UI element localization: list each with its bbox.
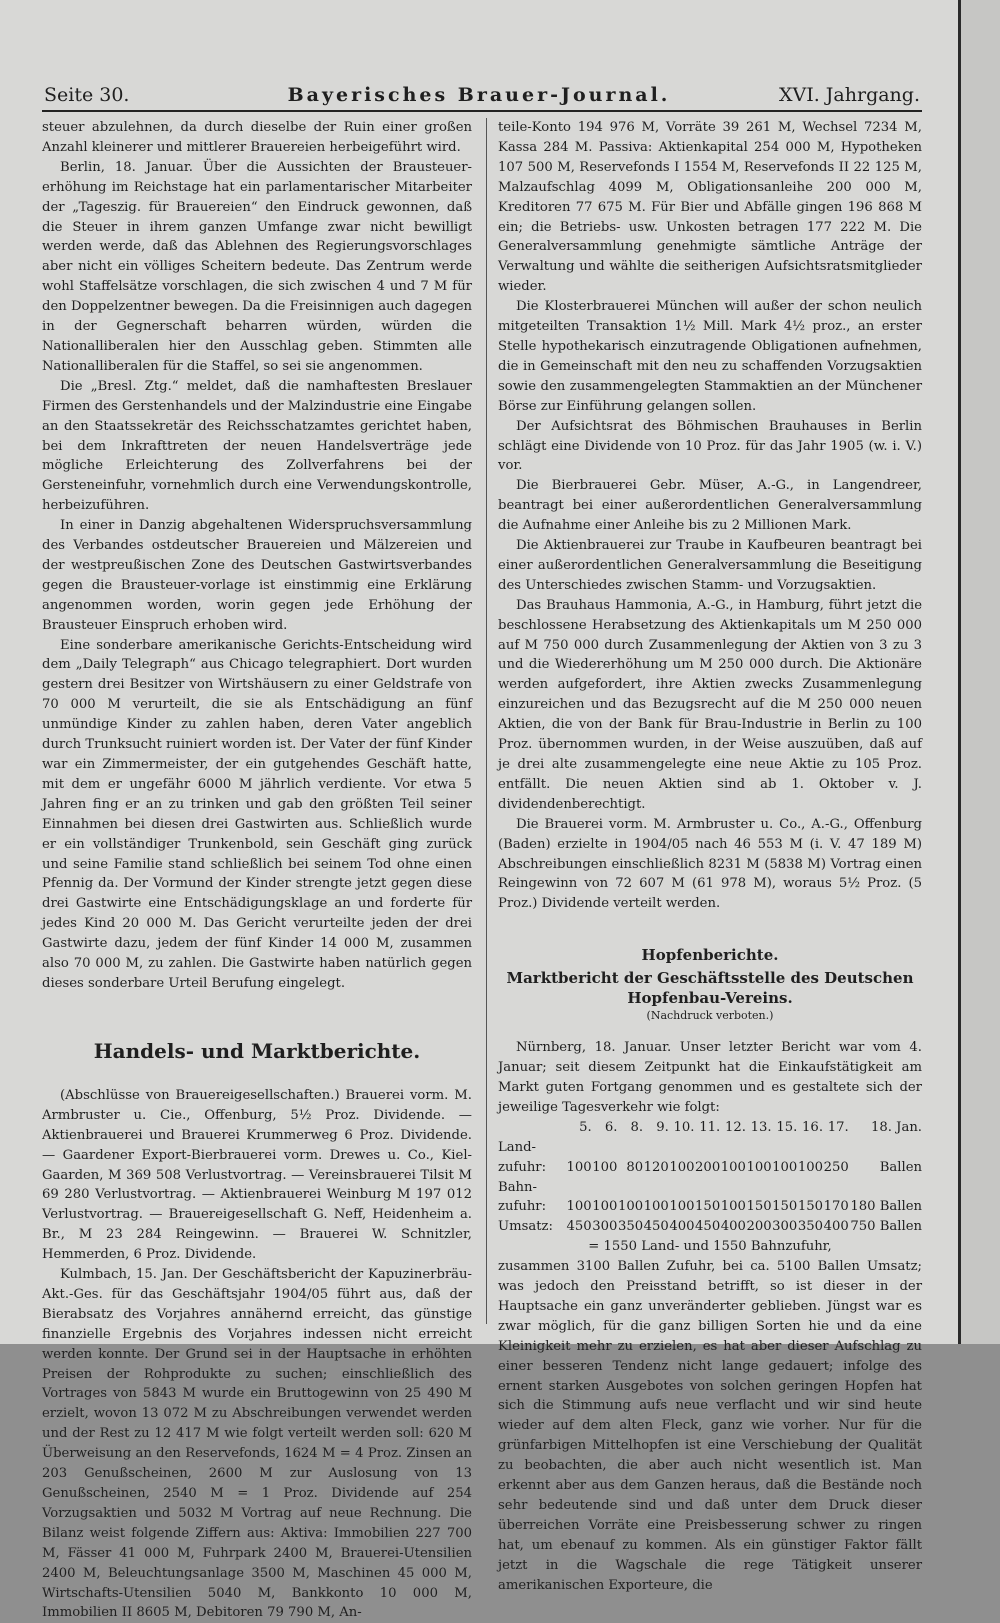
table-cell: 100 <box>643 1199 669 1215</box>
market-report-body: zusammen 3100 Ballen Zufuhr, bei ca. 5100 Ballen Umsatz; was jedoch den Preisstand betrifft, so ist dieser in der Hauptsache ein ganz unveränderter geblieben. Jüngst war es zwar möglich, für die ganz billigen Sorten hie und da eine Kleinigkeit mehr zu erzielen, es hat aber dieser Aufschlag zu einer besseren Tendenz nicht lange gedauert; infolge des ernent starken Ausgebotes von solchen geringen Hopfen hat sich die Stimmung aufs neue verflacht und wir sind heute wieder auf dem alten Fleck, ganz wie vorher. Nur für die grünfarbigen Mittelhopfen ist eine Verschiebung der Qualität zu beobachten, die aber auch nicht wesentlich ist. Man erkennt aber aus dem Ganzen heraus, daß die Bestände noch sehr bedeutende sind und daß unter dem Druck dieser überreichen Vorräte eine Preisbesserung schwer zu ringen hat, um ebenauf zu kommen. Als ein günstiger Faktor fällt jetzt in die Wagschale die rege Tätigkeit unserer amerikanischen Exporteure, die <box>498 1259 922 1593</box>
right-column <box>498 118 922 1596</box>
paragraph: Eine sonderbare amerikanische Gerichts-Entscheidung wird dem „Daily Telegraph“ aus Chicago telegraphiert. Dort wurden gestern drei Besitzer von Wirtshäusern zu einer Geldstrafe von 70 000 M verurteilt, die sie als Entschädigung an fünf unmündige Kinder zu zahlen haben, deren Vater angeblich durch Trunksucht ruiniert worden ist. Der Vater der fünf Kinder war ein Zimmermeister, der ein gutgehendes Geschäft hatte, mit dem er ungefähr 6000 M jährlich verdiente. Vor etwa 5 Jahren fing er an zu trinken und gab den größten Teil seiner Einnahmen bei diesen drei Gastwirten aus. Schließlich wurde er ein vollständiger Trunkenbold, sein Geschäft ging zurück und seine Familie stand schließlich bei seinem Tod ohne einen Pfennig da. Der Vormund der Kinder strengte jetzt gegen diese drei Gastwirte eine Entschädigungsklage an und forderte für jedes Kind 20 000 M. Das Gericht verurteilte jeden der drei Gastwirte dazu, jedem der fünf Kinder 14 000 M, zusammen also 70 000 M, zu zahlen. Die Gastwirte haben natürlich gegen dieses sonderbare Urteil Berufung eingelegt. <box>42 637 472 991</box>
date-cell: 8. <box>630 1119 644 1135</box>
table-cell: 150 <box>695 1199 721 1215</box>
row-label: Umsatz: <box>498 1219 553 1235</box>
paragraph: In einer in Danzig abgehaltenen Widerspruchsversammlung des Verbandes ostdeutscher Brauereien und Mälzereien und der westpreußischen Zone des Deutschen Gastwirtsverbandes gegen die Brausteuer-vorlage ist einstimmig eine Erklärung angenommen worden, worin gegen jede Erhöhung der Brausteuer Einspruch erhoben wird. <box>42 518 472 633</box>
table-cell: 100 <box>592 1199 618 1215</box>
table-cell: 150 <box>797 1199 824 1215</box>
table-cell: 100 <box>720 1199 746 1215</box>
reprint-note: (Nachdruck verboten.) <box>646 1009 774 1023</box>
paragraph: steuer abzulehnen, da durch dieselbe der Ruin einer großen Anzahl kleinerer und mittlerer Brauereien herbeigeführt wird. <box>42 120 472 155</box>
table-cell: 100 <box>720 1159 746 1175</box>
table-cell: 250 <box>823 1159 849 1175</box>
table-cell: 170 <box>823 1199 849 1215</box>
table-row <box>498 1158 922 1178</box>
table-row <box>498 1217 922 1237</box>
table-cell: 180 Ballen <box>850 1199 922 1215</box>
table-row <box>498 1138 922 1158</box>
table-cell: 150 <box>772 1199 798 1215</box>
table-row <box>498 1237 922 1257</box>
table-cell: 400 <box>823 1219 849 1235</box>
date-cell: 9. <box>656 1119 669 1135</box>
paragraph: Die Bierbrauerei Gebr. Müser, A.-G., in Langendreer, beantragt bei einer außerordentlichen Generalversammlung die Aufnahme einer Anleihe bis zu 2 Millionen Mark. <box>498 478 922 534</box>
date-cell: 16. <box>802 1119 824 1135</box>
table-cell: 80 <box>626 1159 644 1175</box>
table-cell: 350 <box>797 1219 824 1235</box>
table-cell: 200 <box>746 1219 772 1235</box>
table-cell: 100 <box>566 1199 592 1215</box>
table-cell: 350 <box>617 1219 644 1235</box>
section-title: Handels- und Marktberichte. <box>93 1038 421 1063</box>
table-cell: 100 <box>617 1199 644 1215</box>
date-cell: 6. <box>604 1119 618 1135</box>
date-cell: 12. <box>724 1119 746 1135</box>
paragraph: Kulmbach, 15. Jan. Der Geschäftsbericht der Kapuzinerbräu-Akt.-Ges. für das Geschäftsjahr 1904/05 führt aus, daß der Bierabsatz des Vorjahres annähernd erreicht, das günstige finanzielle Ergebnis des Vorjahres indessen nicht erreicht werden konnte. Der Grund sei in der Hauptsache in erhöhten Preisen der Rohprodukte zu suchen; einschließlich des Vortrages von 5843 M wurde ein Bruttogewinn von 25 490 M erzielt, wovon 13 072 M zu Abschreibungen verwendet werden und der Rest zu 12 417 M wie folgt verteilt werden soll: 620 M Überweisung an den Reservefonds, 1624 M = 4 Proz. Zinsen an 203 Genußscheinen, 2600 M zur Auslosung von 13 Genußscheinen, 2540 M = 1 Proz. Dividende auf 254 Vorzugsaktien und 5032 M Vortrag auf neue Rechnung. Die Bilanz weist folgende Ziffern aus: Aktiva: Immobilien 227 700 M, Fässer 41 000 M, Fuhrpark 2400 M, Brauerei-Utensilien 2400 M, Beleuchtungsanlage 3500 M, Maschinen 45 000 M, Wirtschafts-Utensilien 5040 M, Bankkonto 10 000 M, Immobilien II 8605 M, Debitoren 79 790 M, An- <box>42 1267 472 1621</box>
date-cell: 10. <box>673 1119 695 1135</box>
row-label: Land- <box>498 1139 537 1155</box>
date-cell: 15. <box>776 1119 798 1135</box>
row-label: zufuhr: <box>498 1199 547 1215</box>
table-cell: 100 <box>669 1199 695 1215</box>
date-cell: 5. <box>579 1119 592 1135</box>
paragraph: Die „Bresl. Ztg.“ meldet, daß die namhaftesten Breslauer Firmen des Gerstenhandels und der Malzindustrie eine Eingabe an den Staatssekretär des Reichsschatzamtes gerichtet haben, bei dem Inkrafttreten der neuen Handelsverträge jede mögliche Erleichterung des Zollverfahrens bei der Gersteneinfuhr, vornehmlich durch eine Verwendungskontrolle, herbeizuführen. <box>42 378 472 514</box>
table-row <box>498 1197 922 1217</box>
table-cell: Ballen <box>879 1159 922 1175</box>
left-column <box>42 118 472 1623</box>
journal-title: Bayerisches Brauer-Journal. <box>287 84 671 106</box>
date-cell: 11. <box>699 1119 721 1135</box>
paragraph: teile-Konto 194 976 M, Vorräte 39 261 M, Wechsel 7234 M, Kassa 284 M. Passiva: Aktienkapital 254 000 M, Hypotheken 107 500 M, Reservefonds I 1554 M, Reservefonds II 22 125 M, Malzaufschlag 4099 M, Obligationsanleihe 200 000 M, Kreditoren 77 675 M. Für Bier und Abfälle gingen 196 868 M ein; die Betriebs- usw. Unkosten betragen 177 222 M. Die Generalversammlung genehmigte sämtliche Anträge der Verwaltung und wählte die seitherigen Aufsichtsratsmitglieder wieder. <box>498 120 922 295</box>
paragraph: Die Aktienbrauerei zur Traube in Kaufbeuren beantragt bei einer außerordentlichen Generalversammlung die Beseitigung des Unterschiedes zwischen Stamm- und Vorzugsaktien. <box>498 538 922 593</box>
table-cell: 100 <box>797 1159 824 1175</box>
paragraph: Die Klosterbrauerei München will außer der schon neulich mitgeteilten Transaktion 1½ Mill. Mark 4½ proz., an erster Stelle hypothekarisch einzutragende Obligationen aufnehmen, die in Gemeinschaft mit den neu zu schaffenden Vorzugsaktien sowie den zusammengelegten Stammaktien an der Münchener Börse zur Einführung gelangen sollen. <box>498 299 922 414</box>
hop-market-table <box>498 1118 922 1257</box>
hopfen-heading: Hopfenberichte. <box>641 946 779 965</box>
table-cell: 400 <box>669 1219 695 1235</box>
table-cell: 100 <box>772 1159 798 1175</box>
table-cell: 400 <box>720 1219 746 1235</box>
table-cell: 100 <box>566 1159 592 1175</box>
table-cell: 450 <box>643 1219 669 1235</box>
column-divider <box>486 118 487 1324</box>
paragraph: (Abschlüsse von Brauereigesellschaften.) Brauerei vorm. M. Armbruster u. Cie., Offenburg, 5½ Proz. Dividende. — Aktienbrauerei und Brauerei Krummerweg 6 Proz. Dividende. — Gaardener Export-Bierbrauerei vorm. Drewes u. Co., Kiel-Gaarden, M 369 508 Verlustvortrag. — Vereinsbrauerei Tilsit M 69 280 Verlustvortrag. — Aktienbrauerei Weinburg M 197 012 Verlustvortrag. — Brauereigesellschaft G. Neff, Heidenheim a. Br., M 23 284 Reingewinn. — Brauerei W. Schnitzler, Hemmerden, 6 Proz. Dividende. <box>42 1087 472 1263</box>
table-row <box>498 1118 922 1138</box>
table-cell: 200 <box>695 1159 721 1175</box>
row-label: zufuhr: <box>498 1159 547 1175</box>
sum-line: = 1550 Land- und 1550 Bahnzufuhr, <box>588 1239 832 1255</box>
row-label: Bahn- <box>498 1179 537 1195</box>
table-row <box>498 1178 922 1198</box>
table-cell: 100 <box>746 1159 772 1175</box>
date-cell: 13. <box>750 1119 772 1135</box>
market-intro: Nürnberg, 18. Januar. Unser letzter Bericht war vom 4. Januar; seit diesem Zeitpunkt hat die Einkaufstätigkeit am Markt guten Fortgang genommen und es gestaltete sich der jeweilige Tagesverkehr wie folgt: <box>498 1040 922 1115</box>
header-rule <box>42 110 922 112</box>
table-cell: 100 <box>669 1159 695 1175</box>
date-cell: 18. Jan. <box>871 1119 922 1135</box>
paragraph: Die Brauerei vorm. M. Armbruster u. Co., A.-G., Offenburg (Baden) erzielte in 1904/05 nach 46 553 M (i. V. 47 189 M) Abschreibungen einschließlich 8231 M (5838 M) Vortrag einen Reingewinn von 72 607 M (61 978 M), woraus 5½ Proz. (5 Proz.) Dividende verteilt werden. <box>498 816 922 912</box>
table-cell: 100 <box>592 1159 618 1175</box>
date-cell: 17. <box>827 1119 849 1135</box>
adjacent-page-edge <box>958 0 1000 1344</box>
table-cell: 450 <box>695 1219 721 1235</box>
table-cell: 300 <box>772 1219 798 1235</box>
market-report-title: Marktbericht der Geschäftsstelle des Deutschen Hopfenbau-Vereins. <box>506 969 914 1008</box>
table-cell: 450 <box>566 1219 592 1235</box>
paragraph: Das Brauhaus Hammonia, A.-G., in Hamburg, führt jetzt die beschlossene Herabsetzung des Aktienkapitals um M 250 000 auf M 750 000 durch Zusammenlegung der Aktien von 3 zu 3 und die Wiedererhöhung um M 250 000 durch. Die Aktionäre werden aufgefordert, ihre Aktien zwecks Zusammenlegung einzureichen und das Bezugsrecht auf die M 250 000 neuen Aktien, die von der Bank für Brau-Industrie in Berlin zu 100 Proz. übernommen wurden, in der Weise auszuüben, daß auf je drei alte zusammengelegte eine neue Aktie zu 105 Proz. entfällt. Die neuen Aktien sind ab 1. Oktober v. J. dividendenberechtigt. <box>498 597 922 812</box>
paragraph: Berlin, 18. Januar. Über die Aussichten der Brausteuer-erhöhung im Reichstage hat ein parlamentarischer Mitarbeiter der „Tageszig. für Brauereien“ den Eindruck gewonnen, daß die Steuer in ihrem ganzen Umfange zwar nicht bewilligt werden werde, daß das Ablehnen des Regierungsvorschlages aber nicht ein völliges Scheitern bedeute. Das Zentrum werde wohl Staffelsätze vorschlagen, die sich zwischen 4 und 7 M für den Doppelzentner bewegen. Da die Freisinnigen auch dagegen in der Gegnerschaft beharren würden, würden die Nationalliberalen hier den Ausschlag geben. Stimmten alle Nationalliberalen für die Staffel, so sei sie angenommen. <box>42 159 472 374</box>
paragraph: Der Aufsichtsrat des Böhmischen Brauhauses in Berlin schlägt eine Dividende von 10 Proz. für das Jahr 1905 (w. i. V.) vor. <box>498 418 922 474</box>
volume-label: XVI. Jahrgang. <box>778 84 920 106</box>
table-cell: 750 Ballen <box>850 1219 922 1235</box>
table-cell: 300 <box>592 1219 618 1235</box>
table-cell: 120 <box>643 1159 669 1175</box>
table-cell: 150 <box>746 1199 772 1215</box>
page-number: Seite 30. <box>44 84 130 106</box>
